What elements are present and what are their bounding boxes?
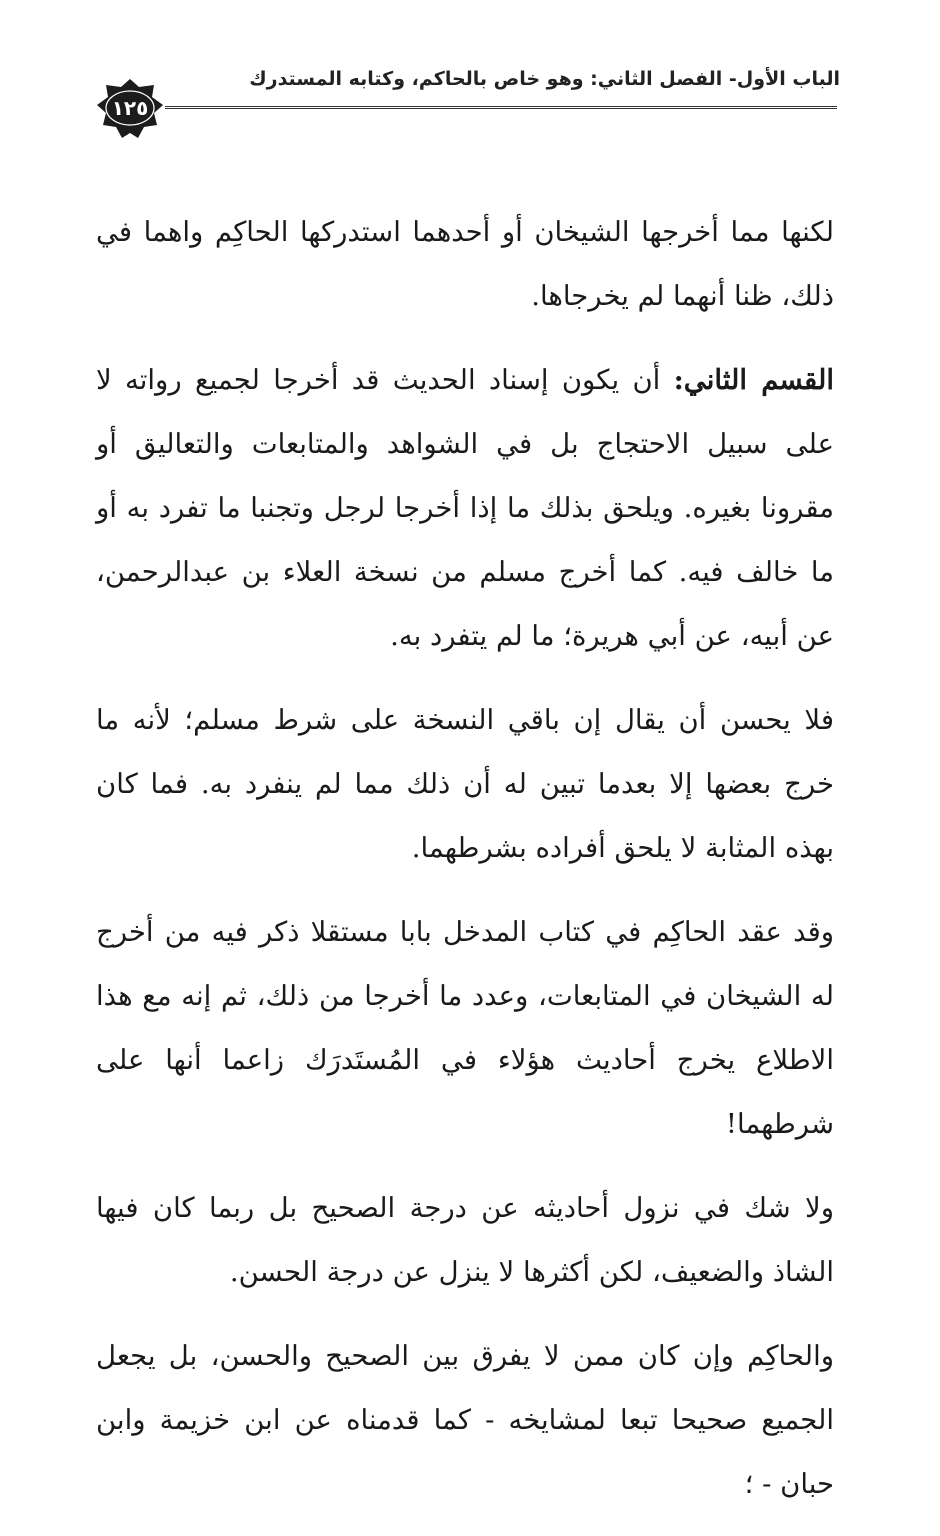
body-text xyxy=(96,200,834,1536)
paragraph-5: ولا شك في نزول أحاديثه عن درجة الصحيح بل ربما كان فيها الشاذ والضعيف، لكن أكثرها لا ينزل عن درجة الحسن. xyxy=(96,1192,834,1288)
header-rule xyxy=(165,106,837,109)
running-header: الباب الأول- الفصل الثاني: وهو خاص بالحاكم، وكتابه المستدرك xyxy=(249,68,840,90)
paragraph-3: فلا يحسن أن يقال إن باقي النسخة على شرط مسلم؛ لأنه ما خرج بعضها إلا بعدما تبين له أن ذلك مما لم ينفرد به. فما كان بهذه المثابة لا يلحق أفراده بشرطهما. xyxy=(96,704,834,864)
page-number: ١٢٥ xyxy=(111,96,149,120)
section-heading: القسم الثاني: xyxy=(673,364,834,396)
page-number-badge xyxy=(92,78,168,140)
paragraph-1: لكنها مما أخرجها الشيخان أو أحدهما استدركها الحاكِم واهما في ذلك، ظنا أنهما لم يخرجاها. xyxy=(96,216,834,312)
paragraph-2 xyxy=(96,348,834,668)
paragraph-6: والحاكِم وإن كان ممن لا يفرق بين الصحيح والحسن، بل يجعل الجميع صحيحا تبعا لمشايخه - كما قدمناه عن ابن خزيمة وابن حبان - ؛ xyxy=(96,1340,834,1500)
paragraph-4: وقد عقد الحاكِم في كتاب المدخل بابا مستقلا ذكر فيه من أخرج له الشيخان في المتابعات، وعدد ما أخرجا من ذلك، ثم إنه مع هذا الاطلاع يخرج أحاديث هؤلاء في المُستَدرَك زاعما أنها على شرطهما! xyxy=(96,916,834,1140)
paragraph-2-text: أن يكون إسناد الحديث قد أخرجا لجميع رواته لا على سبيل الاحتجاج بل في الشواهد والمتابعات والتعاليق أو مقرونا بغيره. ويلحق بذلك ما إذا أخرجا لرجل وتجنبا ما تفرد به أو ما خالف فيه. كما أخرج مسلم من نسخة العلاء بن عبدالرحمن، عن أبيه، عن أبي هريرة؛ ما لم يتفرد به. xyxy=(96,364,834,652)
